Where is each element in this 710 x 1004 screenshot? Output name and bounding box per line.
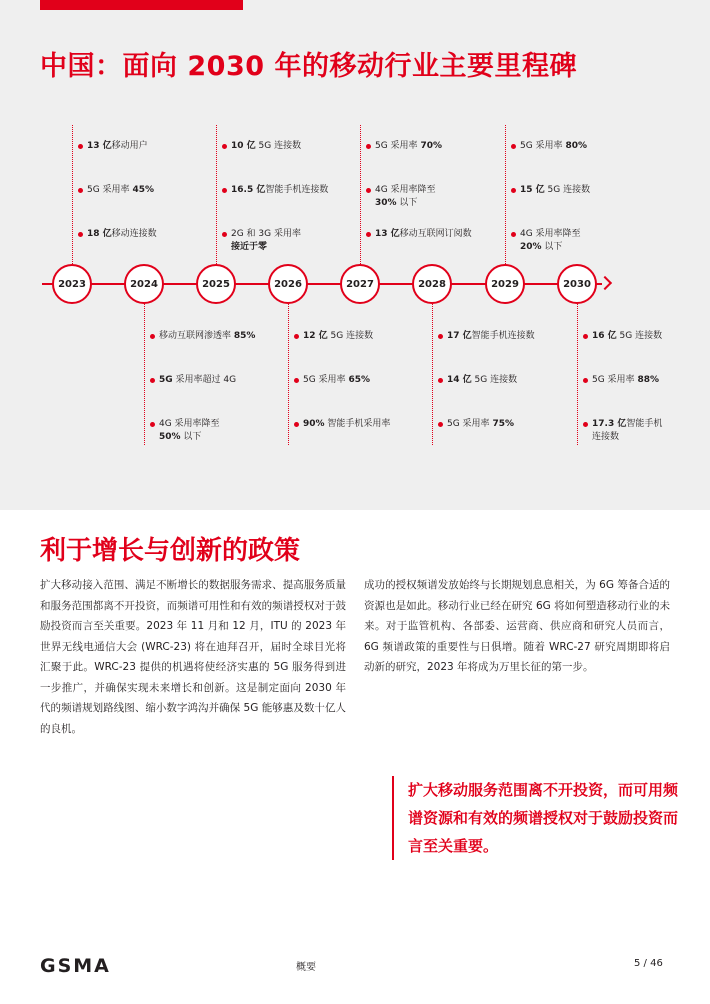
bullet-dot-icon (78, 188, 83, 193)
year-2027: 2027 (340, 264, 380, 304)
page-number: 5 / 46 (634, 958, 663, 969)
milestone-text: 5G 连接数 (471, 375, 518, 385)
milestone-item (520, 140, 587, 153)
milestone-value: 85% (233, 331, 256, 341)
footer-section-label: 概要 (296, 962, 316, 973)
year-2023: 2023 (52, 264, 92, 304)
milestone-text: 4G 采用率降至 (520, 229, 581, 239)
bullet-dot-icon (294, 422, 299, 427)
milestone-value: 88% (637, 375, 659, 385)
milestone-text: 以下 (541, 242, 563, 252)
section-title: 利于增长与创新的政策 (40, 536, 301, 566)
milestone-text: 2G 和 3G 采用率 (231, 229, 301, 239)
milestone-item (303, 374, 370, 387)
milestone-item (447, 330, 535, 343)
milestone-text: 以下 (180, 432, 202, 442)
milestone-value: 16.5 亿 (231, 185, 266, 195)
milestone-item (520, 184, 590, 197)
bullet-dot-icon (294, 334, 299, 339)
milestone-text: 4G 采用率降至 (159, 419, 220, 429)
milestone-text: 5G 采用率 (303, 375, 349, 385)
milestone-item (447, 418, 514, 431)
milestone-value: 80% (565, 141, 587, 151)
year-2026: 2026 (268, 264, 308, 304)
bullet-dot-icon (150, 378, 155, 383)
milestone-item (159, 418, 220, 444)
milestone-text: 以下 (396, 198, 418, 208)
bullet-dot-icon (583, 422, 588, 427)
milestone-text: 5G 采用率 (447, 419, 493, 429)
milestone-text: 智能手机连接数 (265, 185, 329, 195)
timeline-connector (360, 125, 361, 264)
milestone-value: 50% (159, 432, 181, 442)
year-2025: 2025 (196, 264, 236, 304)
bullet-dot-icon (366, 232, 371, 237)
milestone-value: 12 亿 (303, 331, 328, 341)
bullet-dot-icon (511, 144, 516, 149)
milestone-value: 17.3 亿 (592, 419, 627, 429)
body-paragraph-left: 扩大移动接入范围、满足不断增长的数据服务需求、提高服务质量和服务范围都离不开投资，而频谱可用性和有效的频谱授权对于鼓励投资而言至关重要。2023 年 11 月和 12 月，ITU 的 2023 年世界无线电通信大会 (WRC-23) 将在迪拜召开，届时全球目光将汇聚于此。WRC-23 提供的机遇将使经济实惠的 5G 服务得到进一步推广，并确保实现未来增长和创新。这是制定面向 2030 年代的频谱规划路线图、缩小数字鸿沟并确保 5G 能够惠及数十亿人的良机。 (40, 579, 346, 735)
milestone-text: 移动用户 (111, 141, 148, 151)
bullet-dot-icon (583, 334, 588, 339)
bullet-dot-icon (222, 232, 227, 237)
milestone-value: 17 亿 (447, 331, 472, 341)
milestone-value: 75% (492, 419, 514, 429)
milestone-item (592, 374, 659, 387)
milestone-text: 移动互联网订阅数 (399, 229, 472, 239)
milestone-text: 移动互联网渗透率 (159, 331, 234, 341)
milestone-item (447, 374, 517, 387)
milestone-value: 13 亿 (375, 229, 400, 239)
milestone-value: 20% (520, 242, 542, 252)
gsma-logo: GSMA (40, 955, 111, 977)
bullet-dot-icon (438, 334, 443, 339)
bullet-dot-icon (583, 378, 588, 383)
milestone-item (375, 228, 472, 241)
bullet-dot-icon (150, 422, 155, 427)
milestone-value: 90% (303, 419, 325, 429)
milestone-item (231, 228, 301, 254)
milestone-text: 智能手机采用率 (324, 419, 391, 429)
milestone-value: 接近于零 (231, 242, 268, 252)
milestone-item (87, 184, 154, 197)
bullet-dot-icon (438, 422, 443, 427)
milestone-item (520, 228, 581, 254)
timeline-connector (72, 125, 73, 264)
milestone-text: 5G 连接数 (255, 141, 302, 151)
bullet-dot-icon (78, 144, 83, 149)
year-2024: 2024 (124, 264, 164, 304)
milestone-value: 10 亿 (231, 141, 256, 151)
bullet-dot-icon (366, 188, 371, 193)
page-title: 中国：面向 2030 年的移动行业主要里程碑 (40, 51, 577, 82)
milestone-text: 5G 采用率 (592, 375, 638, 385)
bullet-dot-icon (438, 378, 443, 383)
milestone-item (375, 140, 442, 153)
milestone-item (303, 418, 390, 431)
year-2028: 2028 (412, 264, 452, 304)
milestone-text: 5G 采用率 (520, 141, 566, 151)
milestone-item (303, 330, 373, 343)
milestone-text: 采用率超过 4G (172, 375, 237, 385)
milestone-text: 智能手机 (626, 419, 663, 429)
milestone-text: 5G 连接数 (327, 331, 374, 341)
bullet-dot-icon (511, 188, 516, 193)
milestone-item (159, 374, 236, 387)
milestone-value: 14 亿 (447, 375, 472, 385)
bullet-dot-icon (150, 334, 155, 339)
timeline-connector (288, 304, 289, 445)
body-paragraph-right: 成功的授权频谱发放始终与长期规划息息相关，为 6G 筹备合适的资源也是如此。移动行业已经在研究 6G 将如何塑造移动行业的未来。对于监管机构、各部委、运营商、供应商和研究人员而言，6G 频谱政策的重要性与日俱增。随着 WRC-27 研究周期即将启动新的研究，2023 年将成为万里长征的第一步。 (364, 579, 670, 673)
milestone-item (87, 228, 157, 241)
milestone-value: 45% (132, 185, 154, 195)
timeline-connector (216, 125, 217, 264)
bullet-dot-icon (511, 232, 516, 237)
milestone-text: 4G 采用率降至 (375, 185, 436, 195)
timeline-connector (577, 304, 578, 445)
bullet-dot-icon (78, 232, 83, 237)
year-2029: 2029 (485, 264, 525, 304)
bullet-dot-icon (366, 144, 371, 149)
year-2030: 2030 (557, 264, 597, 304)
bullet-dot-icon (222, 188, 227, 193)
milestone-value: 70% (420, 141, 442, 151)
pull-quote: 扩大移动服务范围离不开投资，而可用频谱资源和有效的频谱授权对于鼓励投资而言至关重要。 (392, 776, 682, 860)
milestone-item (87, 140, 148, 153)
milestone-item (592, 330, 662, 343)
milestone-item (159, 330, 255, 343)
timeline (0, 110, 710, 510)
milestone-value: 65% (348, 375, 370, 385)
milestone-value: 5G (159, 375, 173, 385)
timeline-arrow-icon (598, 276, 612, 290)
milestone-item (375, 184, 436, 210)
milestone-text: 连接数 (592, 432, 620, 442)
bullet-dot-icon (222, 144, 227, 149)
milestone-value: 15 亿 (520, 185, 545, 195)
milestone-item (231, 184, 328, 197)
milestone-text: 5G 采用率 (375, 141, 421, 151)
milestone-value: 30% (375, 198, 397, 208)
milestone-text: 5G 连接数 (616, 331, 663, 341)
milestone-text: 智能手机连接数 (471, 331, 535, 341)
milestone-item (592, 418, 662, 444)
timeline-connector (144, 304, 145, 445)
milestone-value: 13 亿 (87, 141, 112, 151)
milestone-text: 移动连接数 (111, 229, 157, 239)
milestone-text: 5G 采用率 (87, 185, 133, 195)
milestone-item (231, 140, 301, 153)
milestone-text: 5G 连接数 (544, 185, 591, 195)
accent-bar (40, 0, 243, 10)
timeline-connector (432, 304, 433, 445)
milestone-value: 16 亿 (592, 331, 617, 341)
milestone-value: 18 亿 (87, 229, 112, 239)
bullet-dot-icon (294, 378, 299, 383)
timeline-connector (505, 125, 506, 264)
